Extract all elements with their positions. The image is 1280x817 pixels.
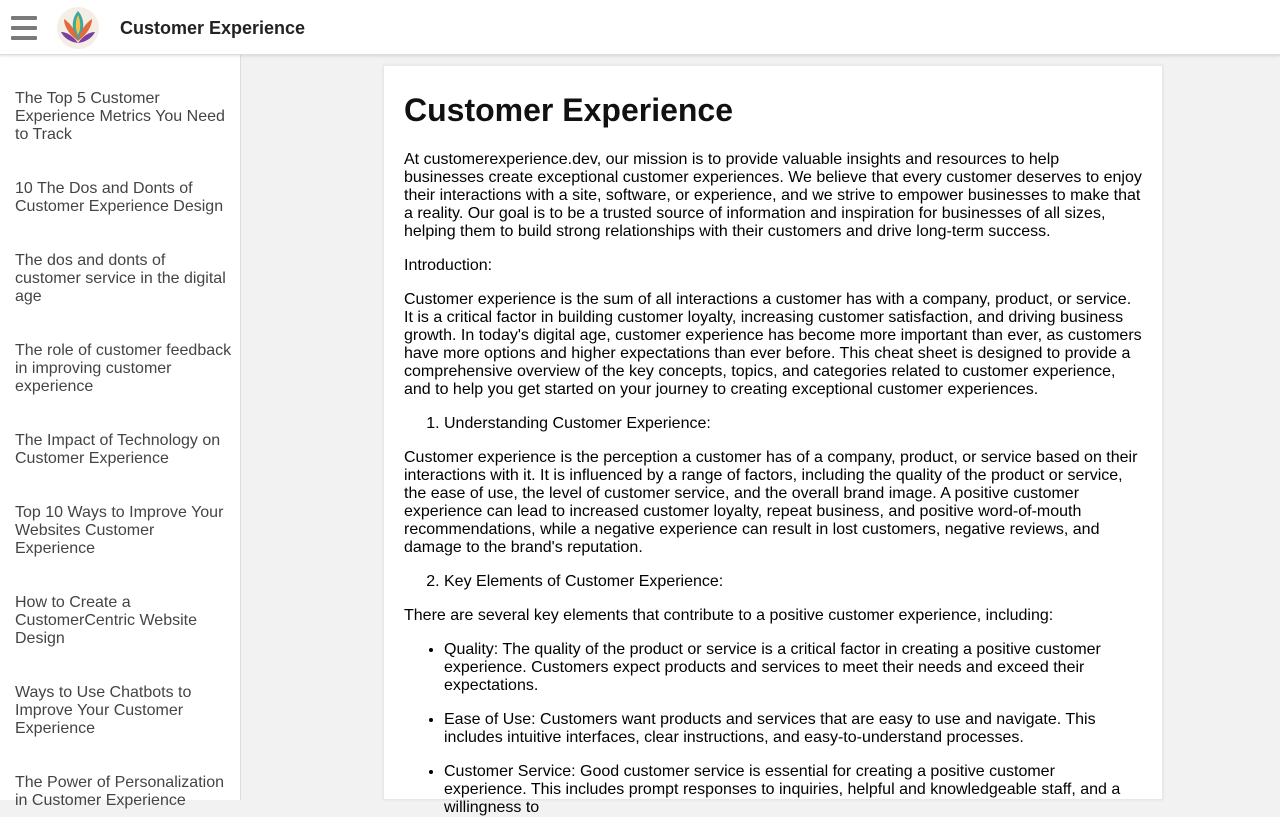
sidebar-item-top-10-ways[interactable]: Top 10 Ways to Improve Your Websites Customer Experience bbox=[15, 504, 224, 557]
list-item: • Quality: The quality of the product or service is a critical factor in creating a positive customer experience. Customers expect products and services to meet their needs and exceed their expectations. bbox=[444, 641, 1142, 695]
section-1-paragraph: Customer experience is the perception a customer has of a company, product, or service based on their interactions with it. It is influenced by a range of factors, including the quality of the product or service, the ease of use, the level of customer service, and the overall brand image. A positive customer experience can lead to increased customer loyalty, repeat business, and positive word-of-mouth recommendations, while a negative experience can result in lost customers, negative reviews, and damage to the brand's reputation. bbox=[404, 449, 1138, 556]
sidebar-item-customer-feedback[interactable]: The role of customer feedback in improving customer experience bbox=[15, 342, 232, 395]
list-item: • Customer Service: Good customer service is essential for creating a positive customer experience. This includes prompt responses to inquiries, helpful and knowledgeable staff, and a willingness to bbox=[444, 763, 1142, 817]
article-card bbox=[383, 65, 1163, 816]
section-1-heading: 1. Understanding Customer Experience: bbox=[444, 415, 1142, 433]
list-item: • Ease of Use: Customers want products and services that are easy to use and navigate. This includes intuitive interfaces, clear instructions, and easy-to-understand processes. bbox=[444, 711, 1142, 747]
mission-paragraph: At customerexperience.dev, our mission is to provide valuable insights and resources to help businesses create exceptional customer experiences. We believe that every customer deserves to enjoy their interactions with a site, software, or experience, and we strive to empower businesses to make that a reality. Our goal is to be a trusted source of information and inspiration for businesses of all sizes, helping them to build strong relationships with their customers and drive long-term success. bbox=[404, 151, 1142, 240]
sidebar-item-dos-donts-service[interactable]: The dos and donts of customer service in the digital age bbox=[15, 252, 226, 305]
sidebar-item-personalization[interactable]: The Power of Personalization in Customer Experience bbox=[15, 774, 224, 809]
sidebar-nav bbox=[0, 55, 241, 809]
sidebar-item-customer-centric-design[interactable]: How to Create a CustomerCentric Website Design bbox=[15, 594, 197, 647]
section-1-heading-list bbox=[444, 415, 1142, 433]
page-title: Customer Experience bbox=[404, 92, 734, 128]
top-bar bbox=[0, 0, 1280, 55]
intro-label: Introduction: bbox=[404, 257, 493, 274]
site-title[interactable]: Customer Experience bbox=[120, 18, 306, 38]
section-2-paragraph: There are several key elements that contribute to a positive customer experience, including: bbox=[404, 607, 1054, 624]
sidebar-item-technology-impact[interactable]: The Impact of Technology on Customer Experience bbox=[15, 432, 221, 467]
sidebar-item-metrics[interactable]: The Top 5 Customer Experience Metrics You Need to Track bbox=[15, 90, 225, 143]
sidebar-item-dos-donts-design[interactable]: 10 The Dos and Donts of Customer Experience Design bbox=[15, 180, 224, 215]
intro-paragraph: Customer experience is the sum of all interactions a customer has with a company, product, or service. It is a critical factor in building customer loyalty, increasing customer satisfaction, and driving business growth. In today's digital age, customer experience has become more important than ever, as customers have more options and higher expectations than ever before. This cheat sheet is designed to provide a comprehensive overview of the key concepts, topics, and categories related to customer experience, and to help you get started on your journey to creating exceptional customer experiences. bbox=[404, 291, 1142, 398]
lotus-logo-icon[interactable] bbox=[56, 5, 100, 51]
section-2-heading: 2. Key Elements of Customer Experience: bbox=[444, 573, 1142, 591]
hamburger-menu-icon[interactable] bbox=[11, 16, 37, 40]
section-2-heading-list bbox=[444, 573, 1142, 591]
key-elements-list bbox=[444, 641, 1142, 817]
sidebar-item-chatbots[interactable]: Ways to Use Chatbots to Improve Your Customer Experience bbox=[15, 684, 192, 737]
